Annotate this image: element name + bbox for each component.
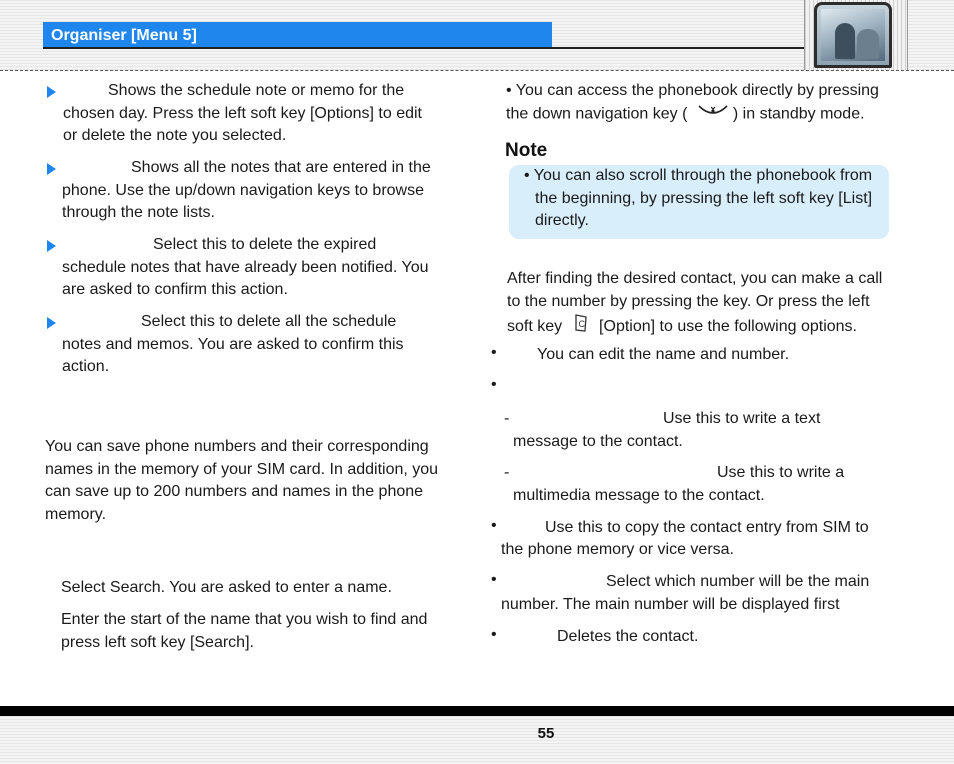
sub-option-text-message: Use this to write a text bbox=[663, 410, 821, 427]
dashed-divider bbox=[0, 70, 954, 71]
sub-option-multimedia-message: Use this to write a bbox=[717, 464, 845, 481]
svg-text:C: C bbox=[578, 319, 585, 329]
sub-option-dash: - bbox=[504, 410, 510, 427]
search-step-1: Select Search. You are asked to enter a name. bbox=[61, 579, 392, 596]
section-header bbox=[43, 22, 552, 47]
nav-key-tip-end: ) in standby mode. bbox=[732, 104, 865, 122]
search-step-2: Enter the start of the name that you wish to find and press left soft key [Search]. bbox=[61, 611, 428, 651]
down-navigation-key-icon bbox=[698, 103, 728, 126]
footer-background bbox=[0, 716, 954, 764]
option-bullet: • bbox=[491, 571, 497, 588]
section-title: Organiser [Menu 5] bbox=[51, 27, 197, 44]
option-edit-description: You can edit the name and number. bbox=[537, 346, 790, 363]
sub-option-multimedia-message-cont: multimedia message to the contact. bbox=[513, 487, 765, 504]
menu-item-description: Shows all the notes that are entered in the phone. Use the up/down navigation keys to browse through the note lists. bbox=[62, 159, 431, 221]
option-bullet: • bbox=[491, 376, 497, 393]
header-rule bbox=[43, 47, 805, 49]
option-copy-description-cont: the phone memory or vice versa. bbox=[501, 541, 734, 558]
after-find-body: After finding the desired contact, you can make a call to the number by pressing the key. Or press the left soft key bbox=[507, 270, 883, 335]
menu-item-description: Shows the schedule note or memo for the chosen day. Press the left soft key [Options] to edit or delete the note you selected. bbox=[63, 82, 422, 144]
menu-item-description: Select this to delete the expired schedule notes that have already been notified. You are asked to confirm this action. bbox=[62, 236, 429, 298]
triangle-right-icon bbox=[47, 317, 56, 329]
option-bullet: • bbox=[491, 517, 497, 534]
after-find-end: [Option] to use the following options. bbox=[599, 317, 857, 335]
option-bullet: • bbox=[491, 626, 497, 643]
footer-bar bbox=[0, 706, 954, 716]
option-main-number-description-cont: number. The main number will be displayed first bbox=[501, 596, 840, 613]
note-heading: Note bbox=[505, 140, 548, 161]
option-copy-description: Use this to copy the contact entry from SIM to bbox=[545, 519, 869, 536]
page-number: 55 bbox=[537, 725, 555, 742]
left-soft-key-icon bbox=[573, 313, 589, 341]
option-bullet: • bbox=[491, 344, 497, 361]
after-find-text bbox=[507, 268, 889, 341]
sub-option-text-message-cont: message to the contact. bbox=[513, 433, 683, 450]
triangle-right-icon bbox=[47, 163, 56, 175]
phonebook-intro: You can save phone numbers and their corresponding names in the memory of your SIM card. In addition, you can save up to 200 numbers and names in the phone memory. bbox=[45, 438, 439, 523]
nav-key-tip-text: • You can access the phonebook directly by pressing the down navigation key ( bbox=[506, 82, 879, 122]
triangle-right-icon bbox=[47, 86, 56, 98]
triangle-right-icon bbox=[47, 240, 56, 252]
option-delete-description: Deletes the contact. bbox=[557, 628, 699, 645]
phone-photo-icon bbox=[814, 2, 892, 68]
nav-key-tip bbox=[506, 80, 898, 125]
sub-option-dash: - bbox=[504, 464, 510, 481]
note-text: • You can also scroll through the phonebook from the beginning, by pressing the left soft key [List] directly. bbox=[524, 167, 873, 229]
menu-item-description: Select this to delete all the schedule notes and memos. You are asked to confirm this action. bbox=[62, 313, 404, 375]
option-main-number-description: Select which number will be the main bbox=[606, 573, 870, 590]
